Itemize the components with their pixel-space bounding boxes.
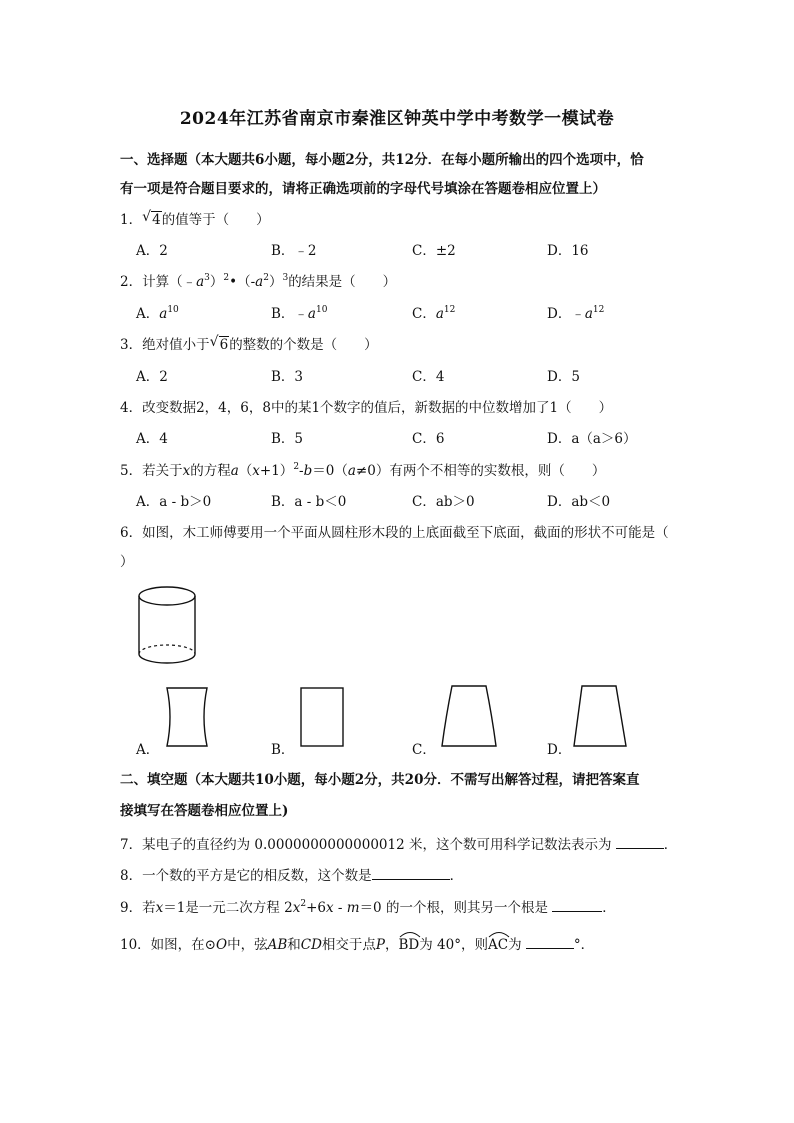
q1-option-a: A．2 xyxy=(136,243,168,259)
arc-symbol xyxy=(487,930,511,938)
q1-option-b: B．﹣2 xyxy=(271,243,317,259)
question-8: 8．一个数的平方是它的相反数，这个数是 ． xyxy=(120,868,464,884)
sqrt-expression: √ 6 xyxy=(209,334,229,353)
question-4: 4．改变数据2，4，6，8中的某1个数字的值后，新数据的中位数增加了1（ ） xyxy=(120,400,613,416)
q2-option-a: A．$a^{10}$ xyxy=(136,305,179,322)
question-1: 1． √ 4的值等于（ ） xyxy=(120,209,270,228)
section1-heading-line1: 一、选择题（本大题共6小题，每小题2分，共12分．在每小题所输出的四个选项中，恰 xyxy=(120,152,644,168)
section1-heading-line2: 有一项是符合题目要求的，请将正确选项前的字母代号填涂在答题卷相应位置上） xyxy=(120,181,606,197)
q4-option-b: B．5 xyxy=(271,431,304,447)
q6-option-c: C． xyxy=(412,742,436,758)
page-title: 2024年江苏省南京市秦淮区钟英中学中考数学一模试卷 xyxy=(179,109,615,129)
sqrt-expression: √ 4 xyxy=(142,209,161,228)
question-7: 7．某电子的直径约为 0.0000000000000012 米，这个数可用科学记数法表示为 ． xyxy=(120,837,678,853)
answer-blank xyxy=(526,936,574,949)
q2-option-d: D．$﹣a^{12}$ xyxy=(547,305,605,322)
question-6-line1: 6．如图，木工师傅要用一个平面从圆柱形木段的上底面截至下底面，截面的形状不可能是（ xyxy=(120,525,669,541)
question-3: 3．绝对值小于 √ 6的整数的个数是（ ） xyxy=(120,334,378,353)
q3-option-c: C．4 xyxy=(412,369,445,385)
answer-blank xyxy=(552,899,602,912)
q6-option-a: A． xyxy=(136,742,160,758)
q4-option-a: A．4 xyxy=(136,431,168,447)
q1-option-d: D．16 xyxy=(547,243,589,259)
section2-heading-line2: 接填写在答题卷相应位置上) xyxy=(120,803,289,819)
q5-option-a: A．a - b＞0 xyxy=(136,494,212,510)
q5-option-d: D．ab＜0 xyxy=(547,494,611,510)
q6-shape-c xyxy=(440,684,498,748)
q2-option-b: B．$﹣a^{10}$ xyxy=(271,305,328,322)
q5-option-b: B．a - b＜0 xyxy=(271,494,347,510)
q4-option-d: D．a（a＞6） xyxy=(547,431,637,447)
q4-option-c: C．6 xyxy=(412,431,445,447)
q6-shape-d xyxy=(572,684,628,748)
answer-blank xyxy=(616,836,664,849)
arc-symbol xyxy=(398,930,422,938)
q3-option-d: D．5 xyxy=(547,369,580,385)
q5-option-c: C．ab＞0 xyxy=(412,494,475,510)
question-6-line2: ） xyxy=(120,554,134,570)
q1-option-c: C．±2 xyxy=(412,243,456,259)
section2-heading-line1: 二、填空题（本大题共10小题，每小题2分，共20分．不需写出解答过程，请把答案直 xyxy=(120,772,640,788)
question-5: 5．若关于x的方程$a(x+1)^2-b=0(a\ne 0)$有两个不相等的实数根，则（ ） xyxy=(120,462,606,479)
question-9: 9．若x＝1是一元二次方程 $2x^2+6x - m=0$ 的一个根，则其另一个根是 ． xyxy=(120,899,616,916)
question-2: 2．计算$(﹣a^3)^2•(-a^2)^3$的结果是（ ） xyxy=(120,273,397,290)
q3-option-a: A．2 xyxy=(136,369,168,385)
q6-option-d: D． xyxy=(547,742,572,758)
cylinder-figure xyxy=(137,582,201,668)
q2-option-c: C．$a^{12}$ xyxy=(412,305,456,322)
q6-option-b: B． xyxy=(271,742,295,758)
q3-option-b: B．3 xyxy=(271,369,304,385)
question-10: 10．如图，在⊙O中，弦AB和CD相交于点P， BD为 40°，则 AC为 °． xyxy=(120,933,594,953)
arc-bd: BD xyxy=(399,934,420,953)
q6-shape-a xyxy=(163,686,211,748)
arc-ac: AC xyxy=(488,934,508,953)
answer-blank xyxy=(372,867,450,880)
q6-shape-b xyxy=(298,686,346,748)
